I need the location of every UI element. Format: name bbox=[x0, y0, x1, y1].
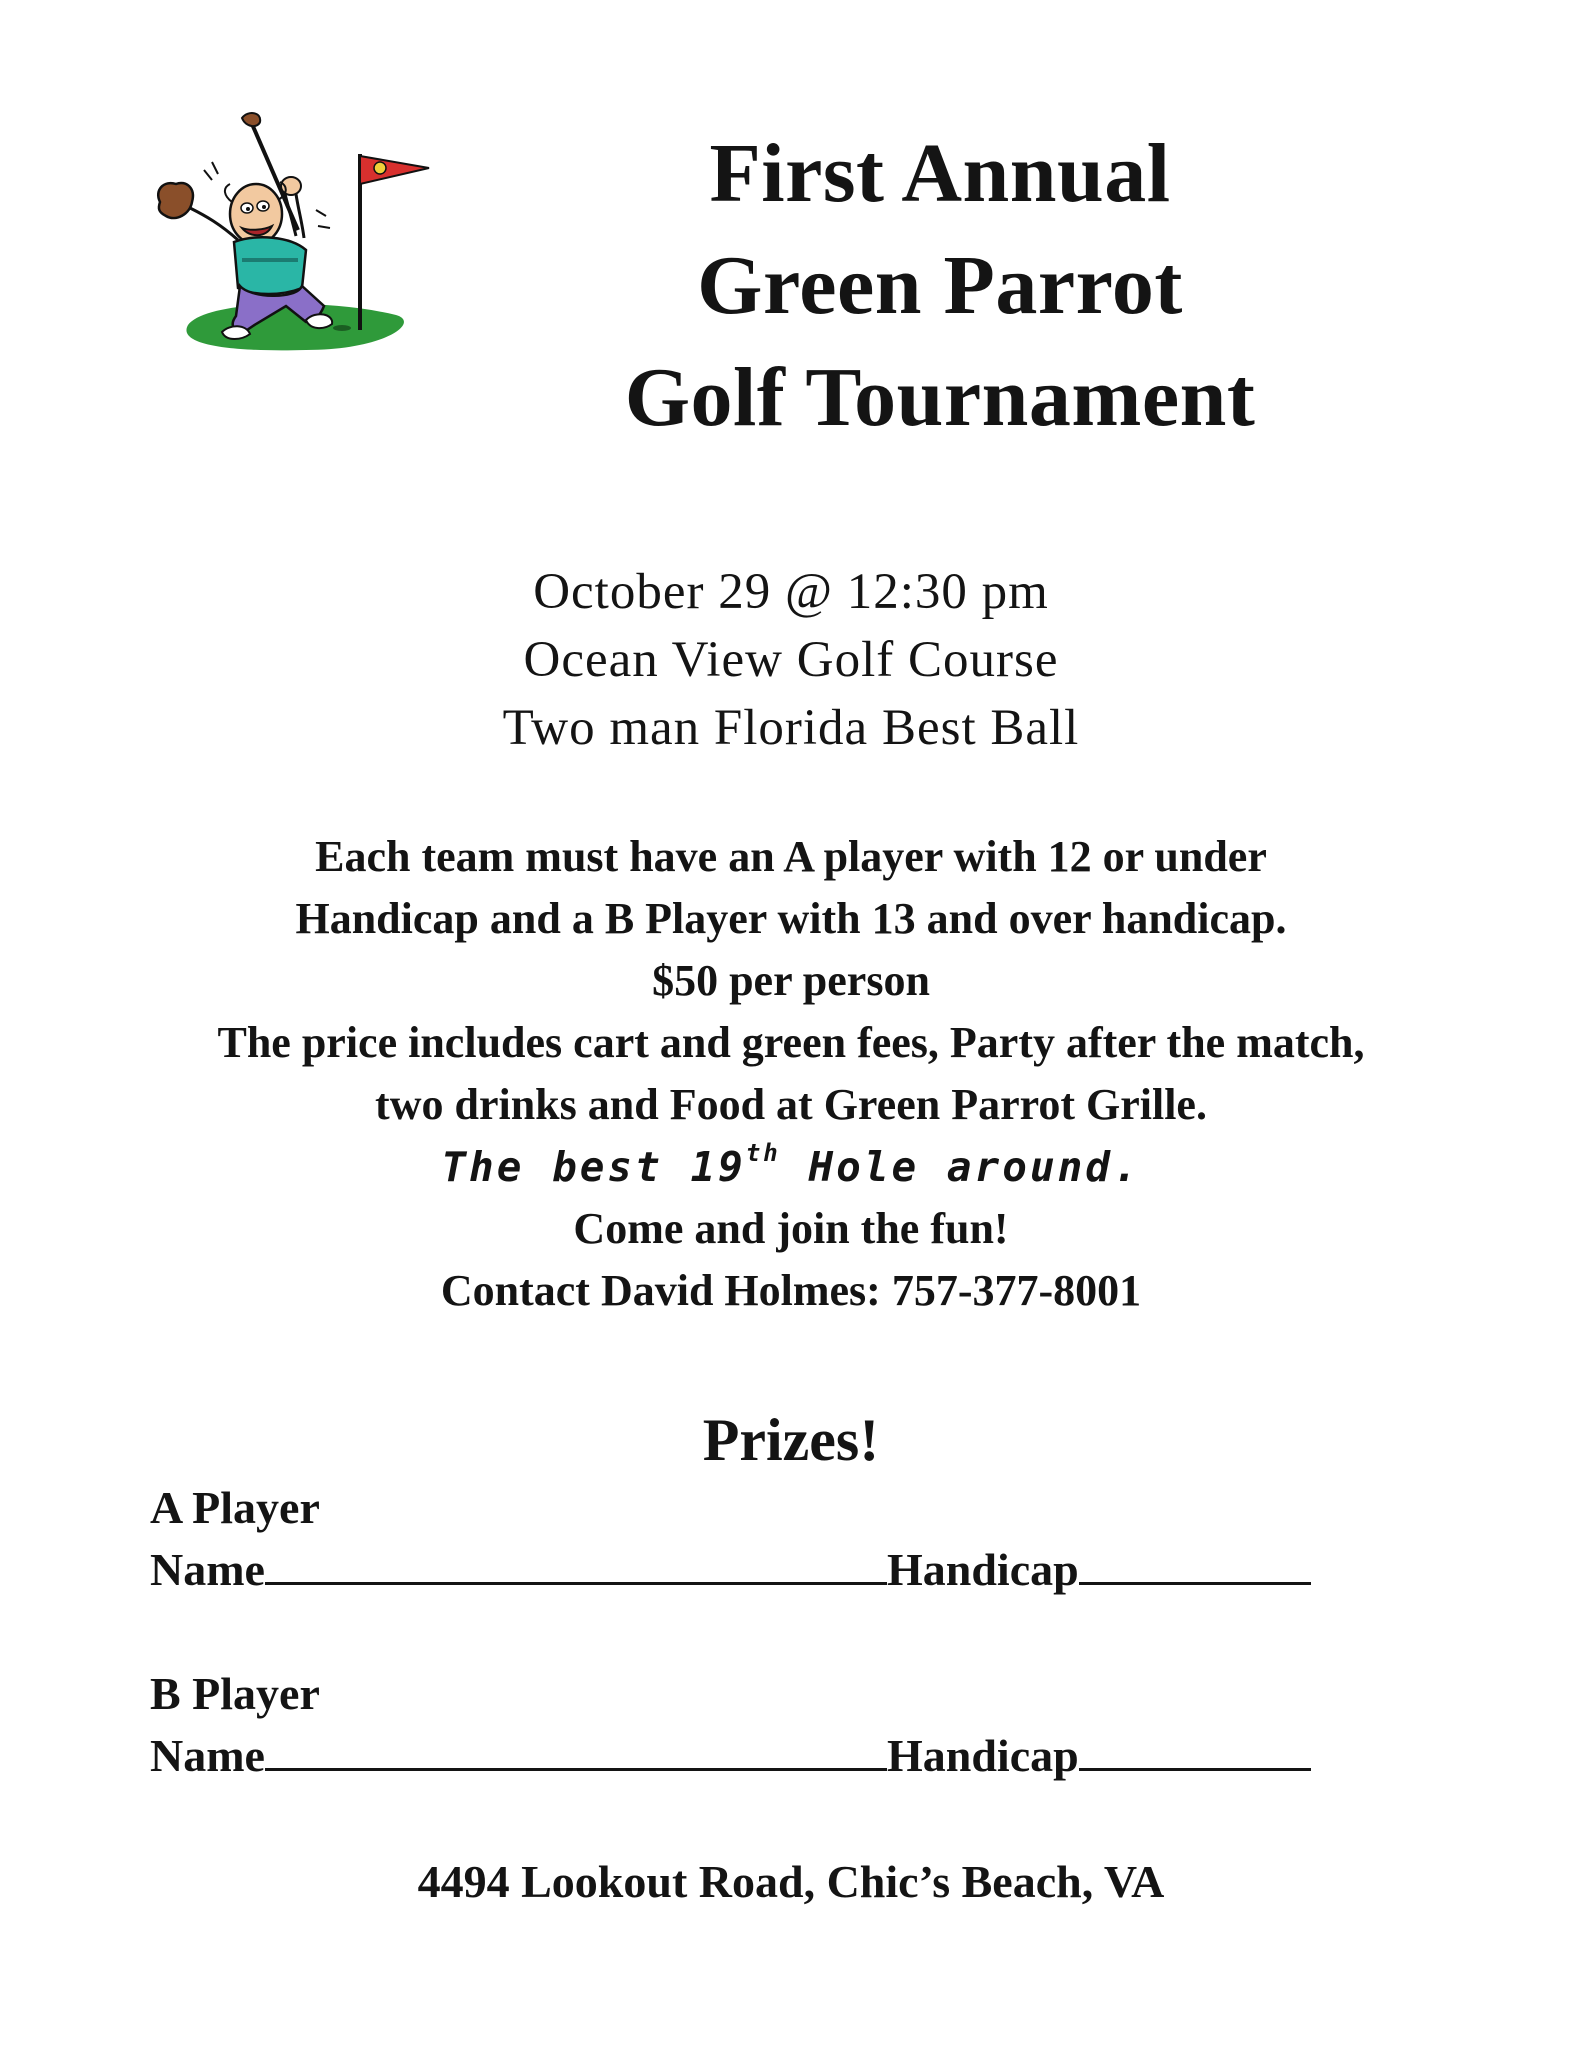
requirement-line-2: Handicap and a B Player with 13 and over handicap. bbox=[295, 894, 1287, 943]
player-b-name-field[interactable] bbox=[265, 1728, 887, 1771]
venue-address: 4494 Lookout Road, Chic’s Beach, VA bbox=[417, 1856, 1165, 1907]
tagline-superscript: th bbox=[745, 1139, 781, 1167]
requirement-line-1: Each team must have an A player with 12 or under bbox=[315, 832, 1267, 881]
player-a-handicap-field[interactable] bbox=[1079, 1542, 1311, 1585]
prizes-heading: Prizes! bbox=[702, 1407, 880, 1473]
player-a-name-field[interactable] bbox=[265, 1542, 887, 1585]
golfer-clipart bbox=[146, 110, 436, 360]
player-a-label: A Player bbox=[150, 1482, 320, 1533]
event-info bbox=[300, 558, 1282, 762]
title-line-3: Golf Tournament bbox=[624, 351, 1256, 444]
handicap-label: Handicap bbox=[886, 1730, 1079, 1781]
event-date-time: October 29 @ 12:30 pm bbox=[533, 564, 1049, 620]
name-label: Name bbox=[150, 1544, 265, 1595]
player-a-row bbox=[150, 1539, 1400, 1601]
tagline-prefix: The best 19 bbox=[441, 1143, 746, 1191]
tagline-suffix: Hole around. bbox=[780, 1143, 1141, 1191]
price: $50 per person bbox=[652, 956, 930, 1005]
tagline bbox=[100, 1136, 1482, 1198]
player-b-form bbox=[150, 1663, 1400, 1787]
player-b-row bbox=[150, 1725, 1400, 1787]
tournament-details bbox=[100, 826, 1482, 1322]
event-venue: Ocean View Golf Course bbox=[523, 632, 1059, 688]
contact-line: Contact David Holmes: 757-377-8001 bbox=[440, 1266, 1142, 1315]
page-title bbox=[560, 118, 1320, 454]
handicap-label: Handicap bbox=[886, 1544, 1079, 1595]
event-format: Two man Florida Best Ball bbox=[502, 700, 1080, 756]
player-b-label: B Player bbox=[150, 1668, 320, 1719]
includes-line-1: The price includes cart and green fees, Party after the match, bbox=[217, 1018, 1365, 1067]
golfer-celebrating-icon bbox=[146, 110, 436, 360]
player-b-handicap-field[interactable] bbox=[1079, 1728, 1311, 1771]
includes-line-2: two drinks and Food at Green Parrot Grille. bbox=[375, 1080, 1207, 1129]
name-label: Name bbox=[150, 1730, 265, 1781]
title-line-2: Green Parrot bbox=[697, 239, 1183, 332]
invite-line: Come and join the fun! bbox=[573, 1204, 1009, 1253]
player-a-form bbox=[150, 1477, 1400, 1601]
title-line-1: First Annual bbox=[709, 127, 1171, 220]
